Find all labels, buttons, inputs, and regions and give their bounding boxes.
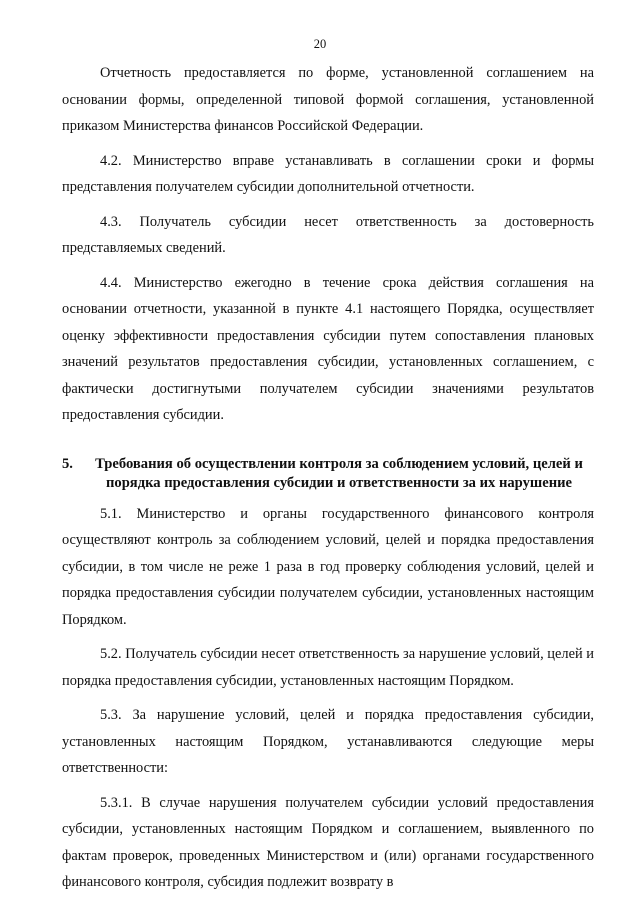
document-body (62, 60, 594, 896)
paragraph-5-2: 5.2. Получатель субсидии несет ответственность за нарушение условий, целей и порядка предоставления субсидии, установленных настоящим Порядком. (62, 646, 594, 689)
page-number: 20 (313, 37, 327, 51)
paragraph-4-2: 4.2. Министерство вправе устанавливать в соглашении сроки и формы представления получателем субсидии дополнительной отчетности. (62, 152, 594, 195)
section-heading (62, 455, 594, 493)
paragraph-5-1: 5.1. Министерство и органы государственного финансового контроля осуществляют контроль за соблюдением условий, целей и порядка предоставления субсидии, в том числе не реже 1 раза в год проверку соблюдения условий, целей и порядка предоставления субсидии получателем субсидии, установленных настоящим Порядком. (62, 505, 594, 628)
section-title: Требования об осуществлении контроля за соблюдением условий, целей и порядка предоставления субсидии и ответственности за их нарушение (95, 455, 583, 491)
paragraph-5-3: 5.3. За нарушение условий, целей и порядка предоставления субсидии, установленных настоящим Порядком, устанавливаются следующие меры ответственности: (62, 707, 594, 776)
paragraph-4-3: 4.3. Получатель субсидии несет ответственность за достоверность представляемых сведений. (62, 213, 594, 256)
paragraph-4-4: 4.4. Министерство ежегодно в течение срока действия соглашения на основании отчетности, указанной в пункте 4.1 настоящего Порядка, осуществляет оценку эффективности предоставления субсидии путем сопоставления плановых значений результатов предоставления субсидии, установленных соглашением, с фактически достигнутыми получателем субсидии значениями результатов предоставления субсидии. (62, 274, 594, 423)
section-number: 5. (62, 455, 73, 472)
paragraph-reporting-form: Отчетность предоставляется по форме, установленной соглашением на основании формы, определенной типовой формой соглашения, установленной приказом Министерства финансов Российской Федерации. (62, 65, 594, 134)
paragraph-5-3-1: 5.3.1. В случае нарушения получателем субсидии условий предоставления субсидии, установленных настоящим Порядком и соглашением, выявленного по фактам проверок, проведенных Министерством и (или) органами государственного финансового контроля, субсидия подлежит возврату в (62, 794, 594, 890)
